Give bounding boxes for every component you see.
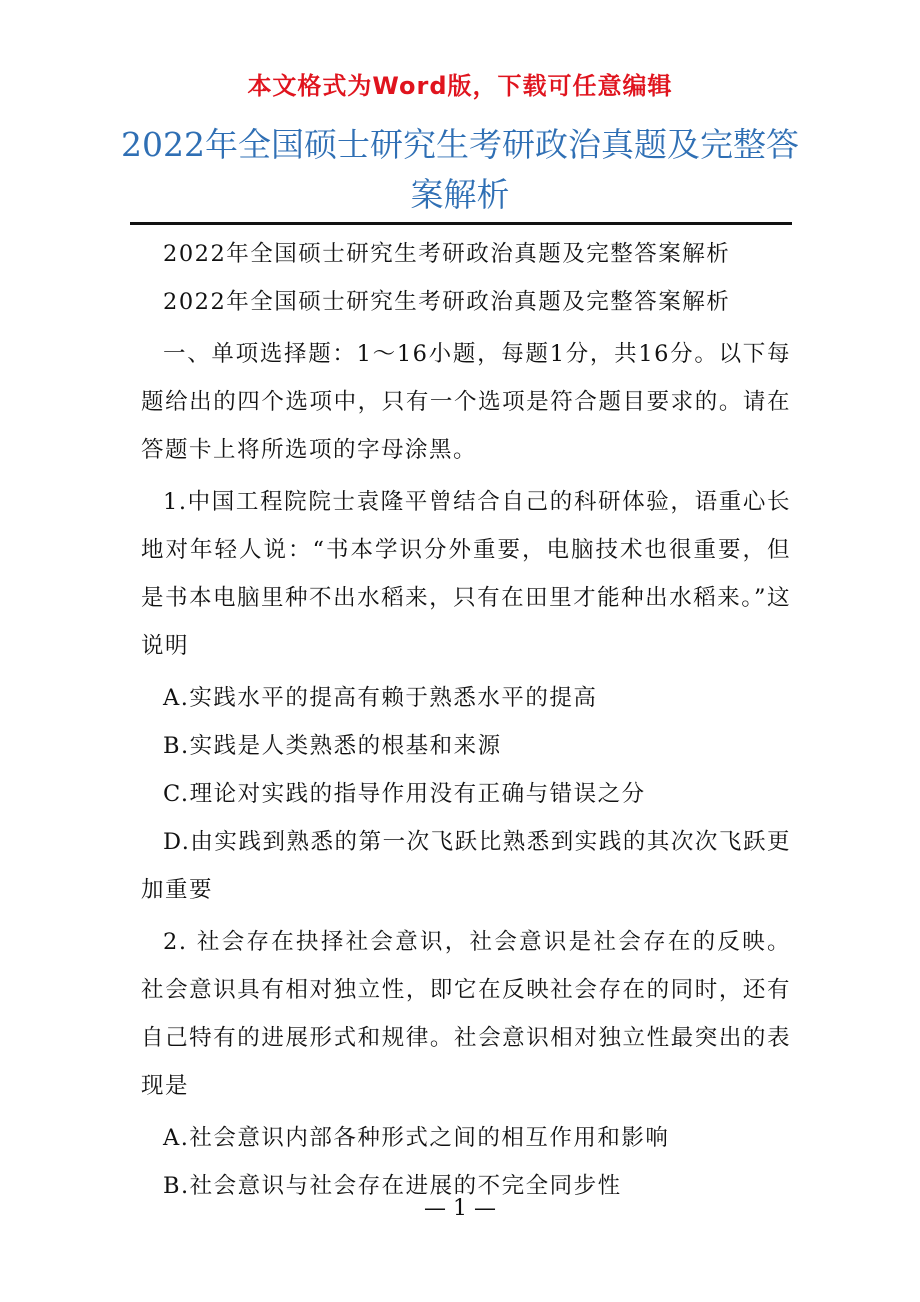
title-divider bbox=[130, 222, 792, 225]
question-2: 2. 社会存在抉择社会意识，社会意识是社会存在的反映。社会意识具有相对独立性，即它在反映社会存在的同时，还有自己特有的进展形式和规律。社会意识相对独立性最突出的表现是 bbox=[141, 929, 791, 1099]
section-instructions: 一、单项选择题：1～16小题，每题1分，共16分。以下每题给出的四个选项中，只有一个选项是符合题目要求的。请在答题卡上将所选项的字母涂黑。 bbox=[141, 341, 791, 463]
format-banner: 本文格式为Word版，下载可任意编辑 bbox=[247, 72, 673, 100]
question-1-option-d: D.由实践到熟悉的第一次飞跃比熟悉到实践的其次次飞跃更加重要 bbox=[141, 829, 791, 903]
paragraph-subtitle-1: 2022年全国硕士研究生考研政治真题及完整答案解析 bbox=[163, 241, 731, 267]
document-body bbox=[141, 230, 791, 1210]
question-1-option-c: C.理论对实践的指导作用没有正确与错误之分 bbox=[163, 781, 646, 807]
question-2-option-b: B.社会意识与社会存在进展的不完全同步性 bbox=[163, 1173, 622, 1199]
document-title: 2022年全国硕士研究生考研政治真题及完整答案解析 bbox=[121, 125, 799, 214]
question-1-option-a: A.实践水平的提高有赖于熟悉水平的提高 bbox=[163, 685, 598, 711]
question-1: 1.中国工程院院士袁隆平曾结合自己的科研体验，语重心长地对年轻人说：“书本学识分外重要，电脑技术也很重要，但是书本电脑里种不出水稻来，只有在田里才能种出水稻来。”这说明 bbox=[141, 489, 791, 659]
question-1-option-b: B.实践是人类熟悉的根基和来源 bbox=[163, 733, 502, 759]
question-2-option-a: A.社会意识内部各种形式之间的相互作用和影响 bbox=[163, 1125, 670, 1151]
paragraph-subtitle-2: 2022年全国硕士研究生考研政治真题及完整答案解析 bbox=[163, 289, 731, 315]
page-number: — 1 — bbox=[424, 1196, 496, 1221]
